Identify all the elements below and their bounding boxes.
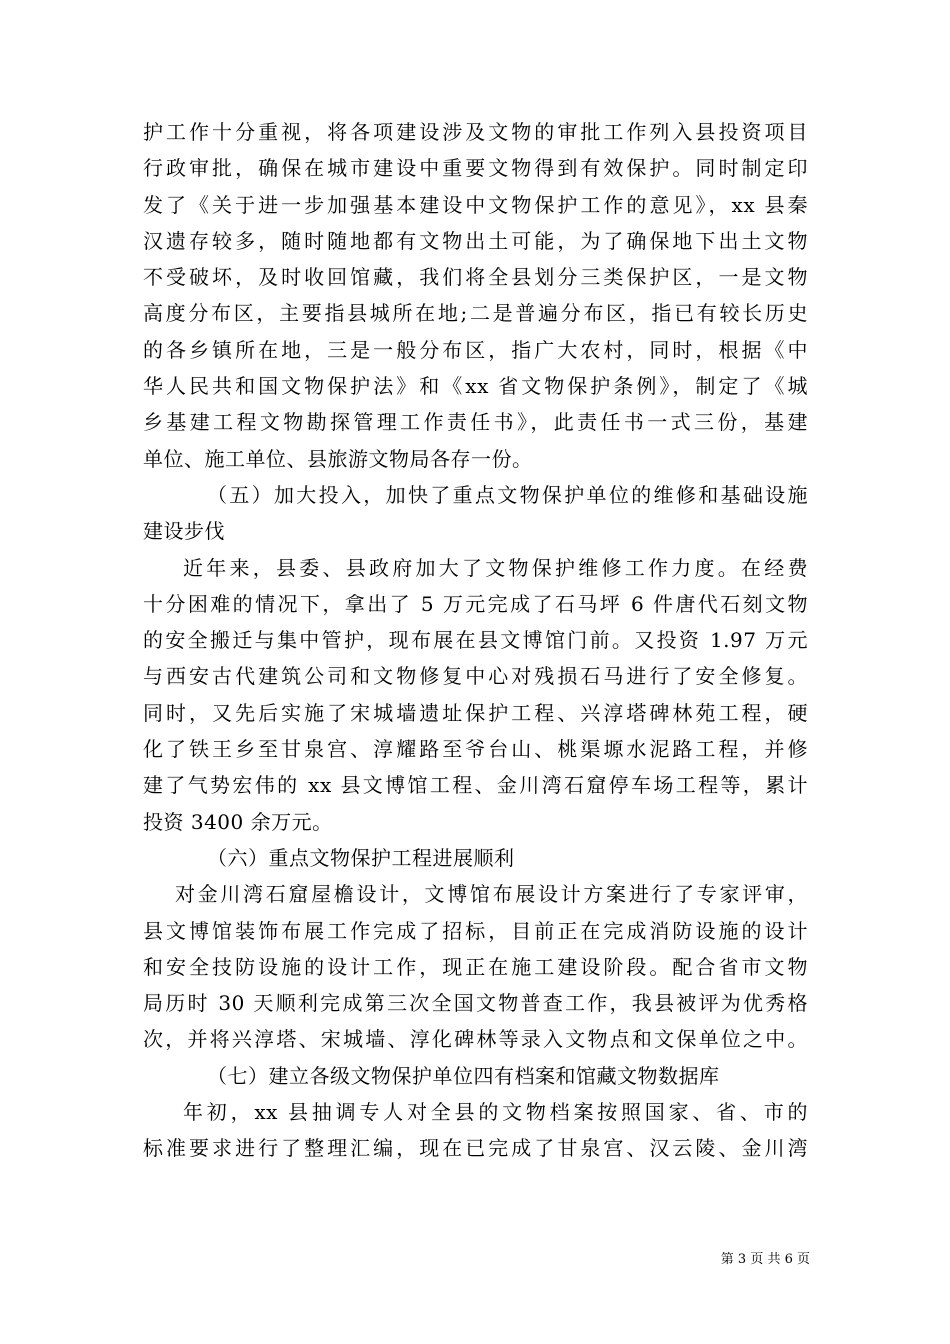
text-line: 和安全技防设施的设计工作，现正在施工建设阶段。配合省市文物 xyxy=(143,954,808,979)
text-line: 十分困难的情况下，拿出了 5 万元完成了石马坪 6 件唐代石刻文物 xyxy=(143,591,808,616)
text-line: 近年来，县委、县政府加大了文物保护维修工作力度。在经费 xyxy=(183,555,808,580)
text-line: 华人民共和国文物保护法》和《xx 省文物保护条例》，制定了《城 xyxy=(143,374,808,399)
text-line: 高度分布区，主要指县城所在地;二是普遍分布区，指已有较长历史 xyxy=(143,301,808,326)
section-heading-7: （七）建立各级文物保护单位四有档案和馆藏文物数据库 xyxy=(207,1063,720,1088)
text-line: 对金川湾石窟屋檐设计，文博馆布展设计方案进行了专家评审， xyxy=(175,882,808,907)
page-indicator: 第 3 页 共 6 页 xyxy=(720,1252,810,1267)
text-line: 局历时 30 天顺利完成第三次全国文物普查工作，我县被评为优秀格 xyxy=(143,991,808,1016)
text-line: 县文博馆装饰布展工作完成了招标，目前正在完成消防设施的设计 xyxy=(143,918,808,943)
text-line: 的安全搬迁与集中管护，现布展在县文博馆门前。又投资 1.97 万元 xyxy=(143,628,808,653)
text-line: 汉遗存较多，随时随地都有文物出土可能，为了确保地下出土文物 xyxy=(143,228,808,253)
text-line: 乡基建工程文物勘探管理工作责任书》，此责任书一式三份，基建 xyxy=(143,410,808,435)
text-line: 标准要求进行了整理汇编，现在已完成了甘泉宫、汉云陵、金川湾 xyxy=(143,1136,808,1161)
text-line: 不受破坏，及时收回馆藏，我们将全县划分三类保护区，一是文物 xyxy=(143,265,808,290)
text-line: 发了《关于进一步加强基本建设中文物保护工作的意见》，xx 县秦 xyxy=(143,192,808,217)
text-line: 护工作十分重视，将各项建设涉及文物的审批工作列入县投资项目 xyxy=(143,120,808,144)
text-line: 次，并将兴淳塔、宋城墙、淳化碑林等录入文物点和文保单位之中。 xyxy=(143,1027,808,1052)
section-heading-6: （六）重点文物保护工程进展顺利 xyxy=(207,845,515,870)
text-line: 投资 3400 余万元。 xyxy=(143,809,333,834)
section-heading-5: （五）加大投入，加快了重点文物保护单位的维修和基础设施 xyxy=(207,482,808,507)
text-line: 化了铁王乡至甘泉宫、淳耀路至爷台山、桃渠塬水泥路工程，并修 xyxy=(143,737,808,762)
text-line: 建了气势宏伟的 xx 县文博馆工程、金川湾石窟停车场工程等，累计 xyxy=(143,773,808,798)
text-line: 的各乡镇所在地，三是一般分布区，指广大农村，同时，根据《中 xyxy=(143,337,808,362)
text-line: 行政审批，确保在城市建设中重要文物得到有效保护。同时制定印 xyxy=(143,156,808,181)
body-text xyxy=(143,114,808,1167)
text-line: 年初，xx 县抽调专人对全县的文物档案按照国家、省、市的 xyxy=(183,1100,808,1125)
text-line: 建设步伐 xyxy=(143,519,225,544)
text-line: 与西安古代建筑公司和文物修复中心对残损石马进行了安全修复。 xyxy=(143,664,808,689)
text-line: 单位、施工单位、县旅游文物局各存一份。 xyxy=(143,446,533,471)
text-line: 同时，又先后实施了宋城墙遗址保护工程、兴淳塔碑林苑工程，硬 xyxy=(143,700,808,725)
